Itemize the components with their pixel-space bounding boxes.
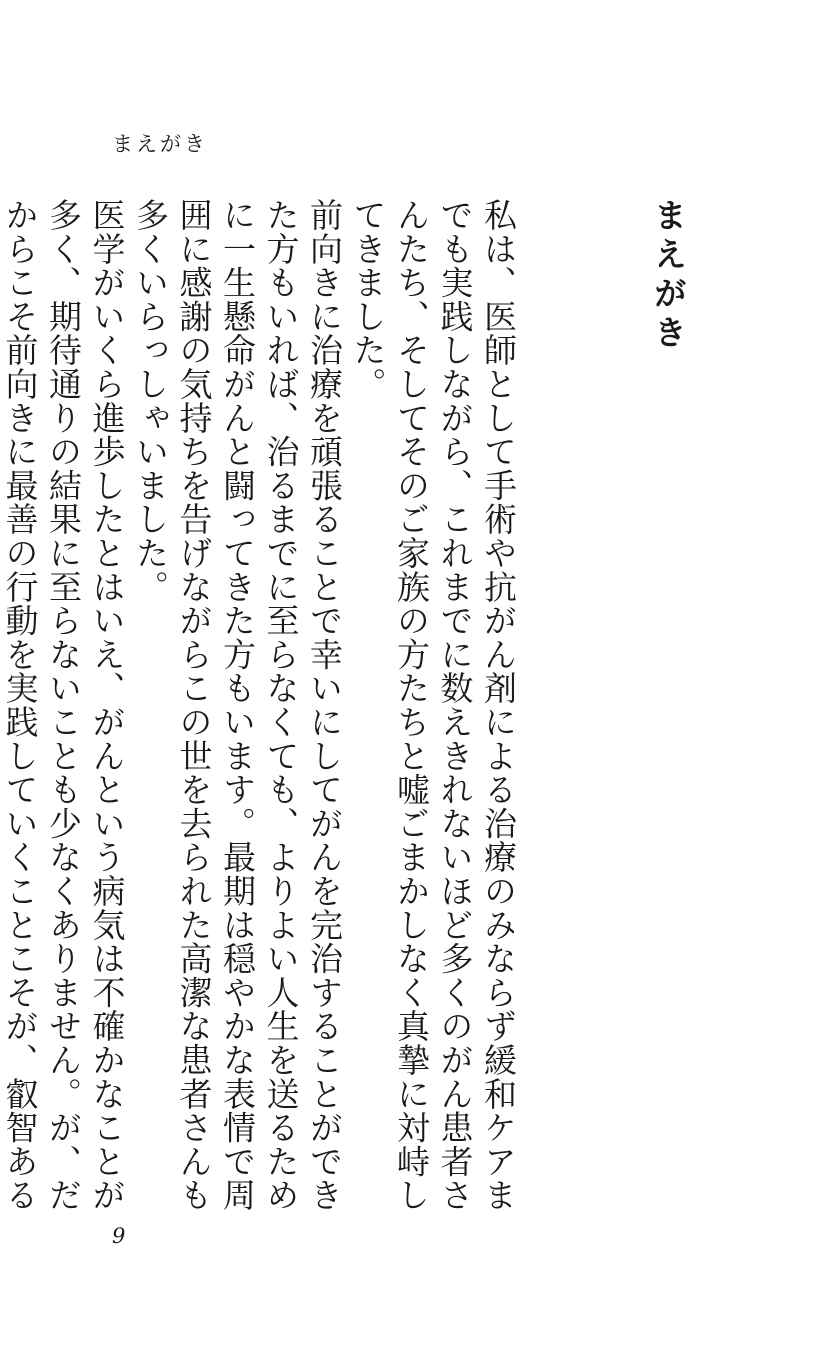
chapter-title: まえがき <box>649 198 688 354</box>
body-text <box>0 198 520 1223</box>
paragraph-1: 私は、医師として手術や抗がん剤による治療のみならず緩和ケアまでも実践しながら、これまでに数えきれないほど多くのがん患者さんたち、そしてそのご家族の方たちと嘘ごまかしなく真摯に対峙してきました。 <box>348 198 518 1212</box>
paragraph-2: 前向きに治療を頑張ることで幸いにしてがんを完治することができた方もいれば、治るまでに至らなくても、よりよい人生を送るために一生懸命がんと闘ってきた方もいます。最期は穏やかな表情で周囲に感謝の気持ちを告げながらこの世を去られた高潔な患者さんも多くいらっしゃいました。 <box>131 198 344 1212</box>
running-head: まえがき <box>112 132 208 156</box>
page-number: 9 <box>112 1224 126 1248</box>
paragraph-3: 医学がいくら進歩したとはいえ、がんという病気は不確かなことが多く、期待通りの結果に至らないことも少なくありません。が、だからこそ前向きに最善の行動を実践していくことこそが、叡智ある <box>0 198 127 1212</box>
